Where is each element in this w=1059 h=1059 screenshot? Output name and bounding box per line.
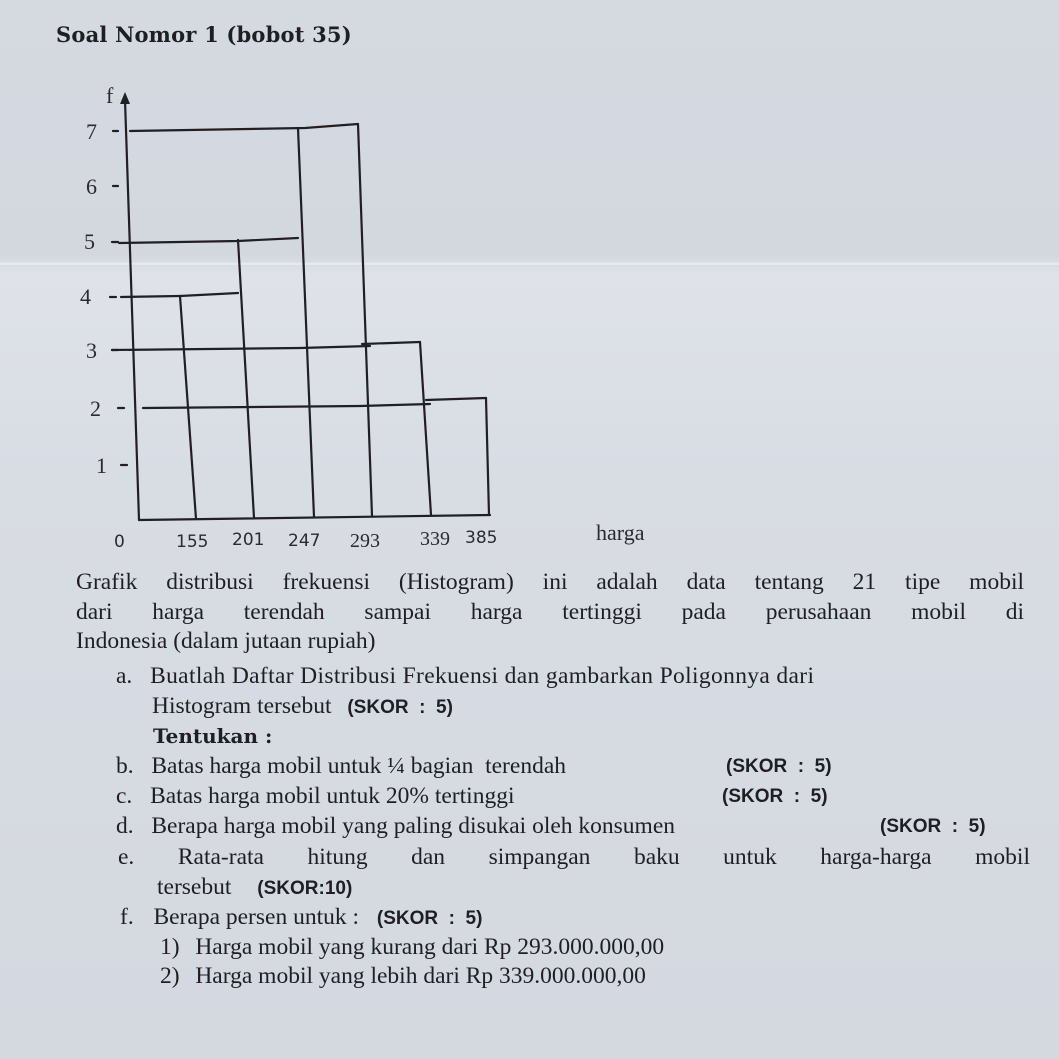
question-e-score: (SKOR:10) [257, 878, 353, 899]
question-b-label: b. [116, 753, 134, 779]
x-tick-385: 385 [465, 528, 498, 548]
question-f [120, 903, 482, 934]
y-tick-2: 2 [90, 396, 101, 421]
question-a-text-1: Buatlah Daftar Distribusi Frekuensi dan gambarkan Poligonnya dari [150, 663, 815, 689]
question-d [116, 812, 675, 842]
question-e-cont [157, 873, 352, 904]
question-f-label: f. [120, 904, 134, 930]
question-b [116, 752, 566, 782]
question-c-label: c. [116, 783, 133, 809]
y-tick-4: 4 [80, 284, 91, 309]
question-b-text: Batas harga mobil untuk ¼ bagian terendah [151, 753, 566, 779]
question-e-label: e. [118, 844, 135, 870]
y-axis-label: f [106, 83, 114, 108]
question-a-text-2: Histogram tersebut [152, 693, 332, 719]
y-axis-arrow-icon [120, 92, 130, 104]
question-e-text-2: tersebut [157, 874, 232, 900]
x-tick-0: 0 [114, 532, 125, 552]
question-e-text-1: Rata-rata hitung dan simpangan baku untuk harga-harga mobil [177, 844, 1030, 870]
question-f-score: (SKOR : 5) [376, 908, 483, 929]
x-tick-247: 247 [288, 531, 321, 551]
x-axis-label: harga [596, 520, 645, 545]
question-f-sub-2-label: 2) [160, 963, 180, 989]
bar-4-top [130, 124, 358, 131]
question-f-sub-2-text: Harga mobil yang lebih dari Rp 339.000.000,00 [195, 963, 646, 989]
page-title: Soal Nomor 1 (bobot 35) [56, 22, 352, 47]
tentukan-heading: Tentukan : [153, 724, 273, 748]
question-f-sub-1 [160, 933, 664, 963]
question-c-text: Batas harga mobil untuk 20% tertinggi [150, 783, 515, 809]
question-b-score: (SKOR : 5) [726, 756, 832, 777]
bar-5-top [362, 342, 420, 344]
intro-line-3: Indonesia (dalam jutaan rupiah) [76, 628, 376, 654]
question-f-sub-1-text: Harga mobil yang kurang dari Rp 293.000.000,00 [195, 934, 665, 960]
bar-1-top [121, 296, 180, 297]
intro-paragraph [76, 568, 1024, 657]
question-f-sub-1-label: 1) [160, 934, 180, 960]
question-f-sub-2 [160, 962, 646, 992]
y-tick-3: 3 [86, 338, 97, 363]
y-tick-6: 6 [86, 174, 97, 199]
question-a-cont [152, 692, 453, 723]
bar-6-top [426, 398, 486, 400]
x-tick-293: 293 [350, 530, 380, 552]
y-tick-7: 7 [86, 119, 97, 144]
question-d-text: Berapa harga mobil yang paling disukai oleh konsumen [151, 813, 676, 839]
y-tick-1: 1 [96, 453, 107, 478]
question-e [118, 843, 1030, 873]
x-tick-155: 155 [176, 532, 209, 552]
question-a-label: a. [116, 663, 133, 689]
y-tick-5: 5 [84, 229, 95, 254]
question-a-score: (SKOR : 5) [347, 697, 453, 718]
x-tick-339: 339 [420, 528, 450, 550]
intro-line-1: Grafik distribusi frekuensi (Histogram) ini adalah data tentang 21 tipe mobil [76, 569, 1024, 595]
question-c [116, 782, 514, 812]
question-d-score: (SKOR : 5) [880, 816, 986, 837]
question-f-text: Berapa persen untuk : [153, 904, 360, 930]
y-axis-line [125, 100, 139, 520]
question-d-label: d. [116, 813, 134, 839]
bar-3-top [119, 238, 298, 243]
intro-line-2: dari harga terendah sampai harga tertinggi pada perusahaan mobil di [76, 598, 1024, 625]
question-a [116, 662, 814, 692]
question-c-score: (SKOR : 5) [722, 786, 828, 807]
x-tick-201: 201 [232, 530, 265, 550]
